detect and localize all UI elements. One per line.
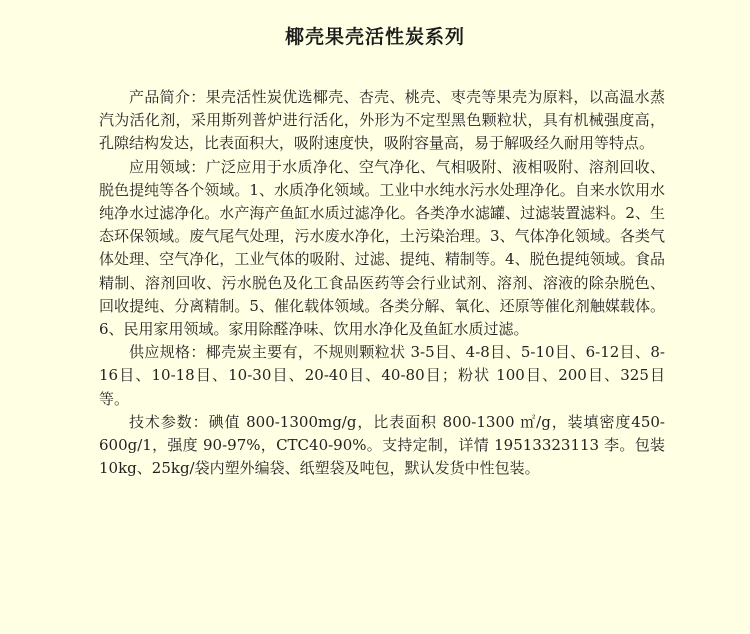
paragraph-specifications: 供应规格：椰壳炭主要有，不规则颗粒状 3-5目、4-8目、5-10目、6-12目、8-16目、10-18目、10-30目、20-40目、40-80目；粉状 100目、200目、325目等。 [99,343,665,408]
paragraph-technical-parameters: 技术参数：碘值 800-1300mg/g，比表面积 800-1300 ㎡/g，装填密度450-600g/1，强度 90-97%，CTC40-90%。支持定制，详情 19513323113 李。包装 10kg、25kg/袋内塑外编袋、纸塑袋及吨包，默认发货中性包装。 [99,412,665,478]
paragraph-applications: 应用领域：广泛应用于水质净化、空气净化、气相吸附、液相吸附、溶剂回收、脱色提纯等各个领域。1、水质净化领域。工业中水纯水污水处理净化。自来水饮用水纯净水过滤净化。水产海产鱼缸水质过滤净化。各类净水滤罐、过滤装置滤料。2、生态环保领域。废气尾气处理，污水废水净化，土污染治理。3、气体净化领域。各类气体处理、空气净化，工业气体的吸附、过滤、提纯、精制等。4、脱色提纯领域。食品精制、溶剂回收、污水脱色及化工食品医药等会行业试剂、溶剂、溶液的除杂脱色、回收提纯、分离精制。5、催化载体领域。各类分解、氧化、还原等催化剂触媒载体。6、民用家用领域。家用除醛净味、饮用水净化及鱼缸水质过滤。 [99,157,665,339]
document-title: 椰壳果壳活性炭系列 [284,26,465,48]
document-body [99,86,665,480]
paragraph-product-intro: 产品简介：果壳活性炭优选椰壳、杏壳、桃壳、枣壳等果壳为原料，以高温水蒸汽为活化剂，采用斯列普炉进行活化，外形为不定型黑色颗粒状，具有机械强度高，孔隙结构发达，比表面积大，吸附速度快，吸附容量高，易于解吸经久耐用等特点。 [99,88,665,153]
